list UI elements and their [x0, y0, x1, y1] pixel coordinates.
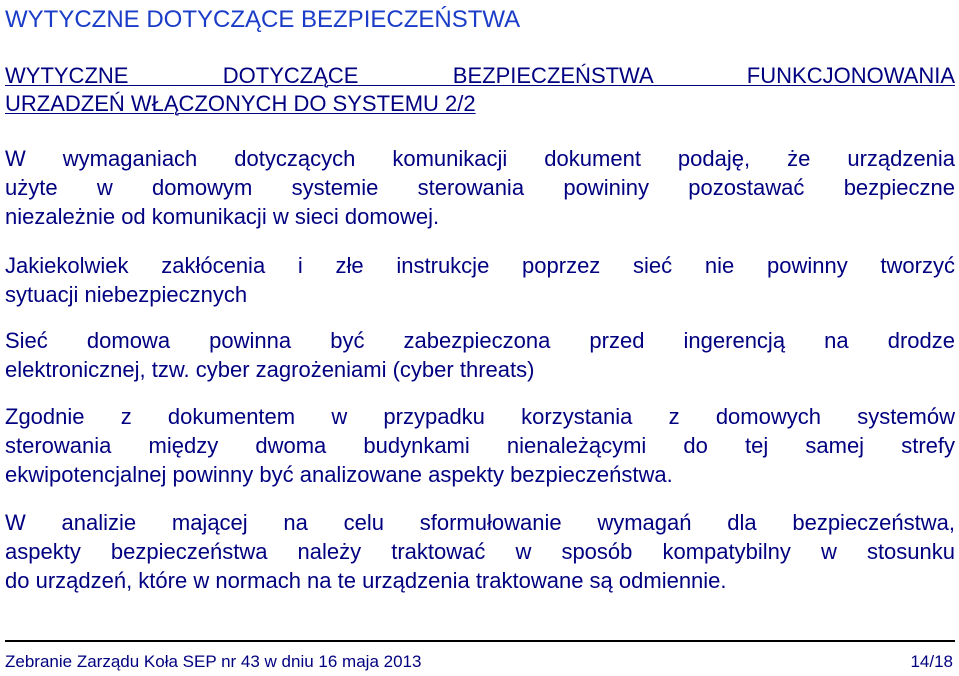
page-title: WYTYCZNE DOTYCZĄCE BEZPIECZEŃSTWA: [5, 6, 521, 33]
paragraph-line: sterowania między dwoma budynkami nienależącymi do tej samej strefy: [5, 433, 955, 458]
paragraph-analysis: [5, 508, 955, 595]
footer-meeting-info: Zebranie Zarządu Koła SEP nr 43 w dniu 16 maja 2013: [5, 652, 422, 671]
paragraph-line: niezależnie od komunikacji w sieci domowej.: [5, 204, 440, 229]
section-heading: [5, 62, 955, 118]
paragraph-line: ekwipotencjalnej powinny być analizowane aspekty bezpieczeństwa.: [5, 462, 673, 487]
paragraph-communication: [5, 144, 955, 231]
paragraph-line: użyte w domowym systemie sterowania powininy pozostawać bezpieczne: [5, 175, 955, 200]
paragraph-buildings: [5, 402, 955, 489]
paragraph-line: Jakiekolwiek zakłócenia i złe instrukcje poprzez sieć nie powinny tworzyć: [5, 253, 955, 278]
paragraph-line: Sieć domowa powinna być zabezpieczona przed ingerencją na drodze: [5, 328, 955, 353]
page-number: 14/18: [910, 652, 953, 671]
paragraph-line: W analizie mającej na celu sformułowanie wymagań dla bezpieczeństwa,: [5, 510, 955, 535]
paragraph-network-protection: [5, 326, 955, 384]
footer-divider: [5, 640, 955, 642]
paragraph-line: sytuacji niebezpiecznych: [5, 282, 248, 307]
section-heading-line-1: WYTYCZNE DOTYCZĄCE BEZPIECZEŃSTWA FUNKCJONOWANIA: [5, 63, 955, 88]
paragraph-disturbances: [5, 251, 955, 309]
paragraph-line: aspekty bezpieczeństwa należy traktować w sposób kompatybilny w stosunku: [5, 539, 955, 564]
section-heading-line-2: URZADZEŃ WŁĄCZONYCH DO SYSTEMU 2/2: [5, 91, 476, 116]
paragraph-line: W wymaganiach dotyczących komunikacji dokument podaję, że urządzenia: [5, 146, 955, 171]
paragraph-line: elektronicznej, tzw. cyber zagrożeniami (cyber threats): [5, 357, 535, 382]
paragraph-line: Zgodnie z dokumentem w przypadku korzystania z domowych systemów: [5, 404, 955, 429]
paragraph-line: do urządzeń, które w normach na te urządzenia traktowane są odmiennie.: [5, 568, 727, 593]
